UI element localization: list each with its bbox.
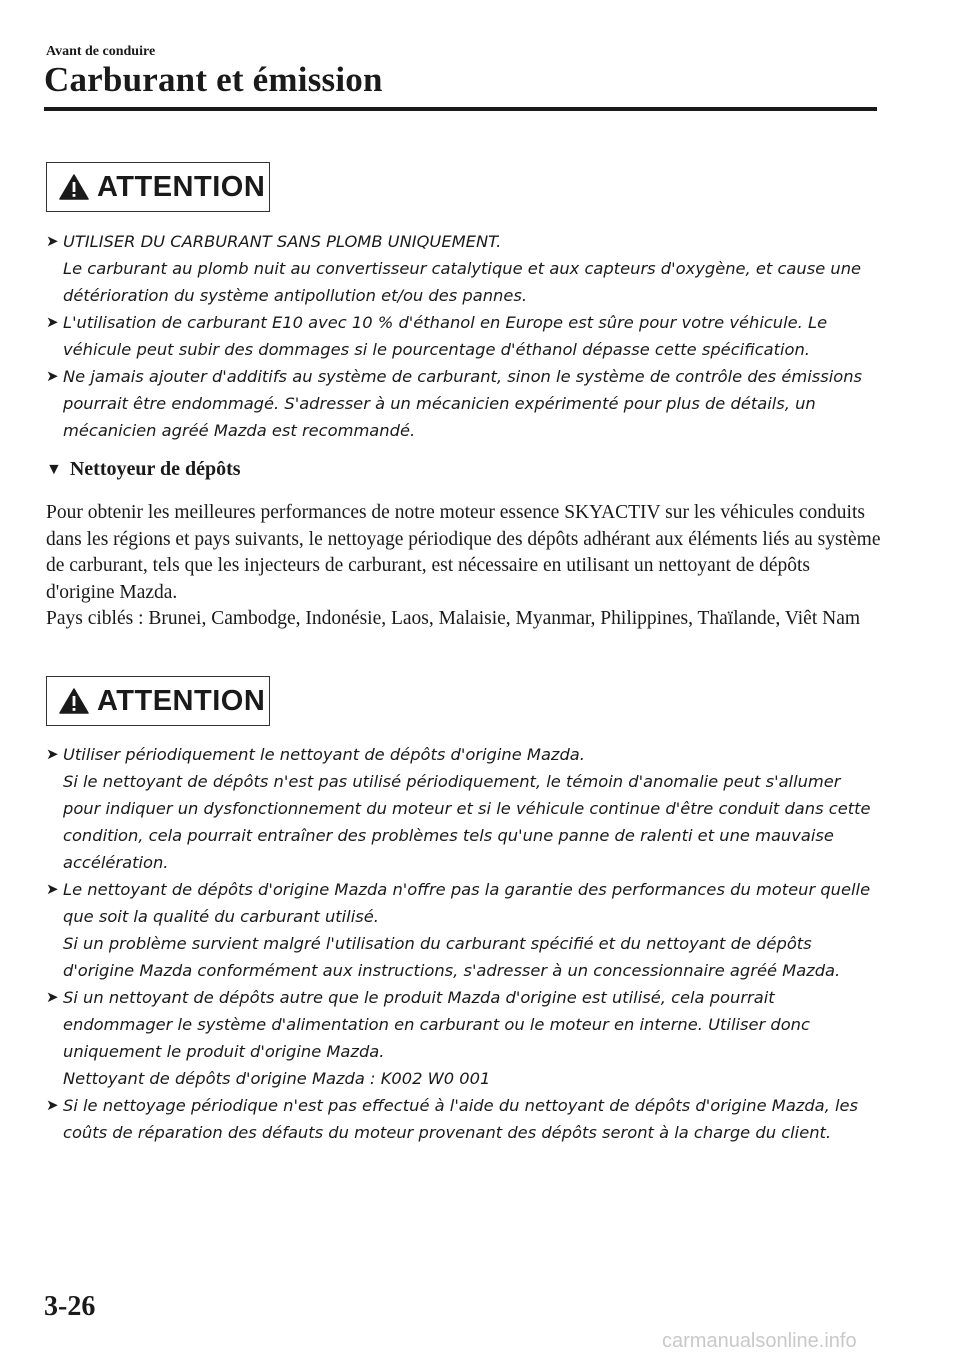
attention-list-2 xyxy=(46,741,882,1146)
paragraph: Pays ciblés : Brunei, Cambodge, Indonésie, Laos, Malaisie, Myanmar, Philippines, Thaïlande, Viêt Nam xyxy=(46,608,861,630)
arrow-bullet-icon: ➤ xyxy=(46,745,59,763)
arrow-bullet-icon: ➤ xyxy=(46,988,59,1006)
title-divider xyxy=(44,107,877,111)
section-label: Avant de conduire xyxy=(46,44,156,59)
attention-label: ATTENTION xyxy=(97,684,266,717)
warning-icon xyxy=(59,688,89,714)
paragraph: Pour obtenir les meilleures performances de notre moteur essence SKYACTIV sur les véhicules conduits dans les régions et pays suivants, le nettoyage périodique des dépôts adhérant aux éléments liés au système de carburant, tels que les injecteurs de carburant, est nécessaire en utilisant un nettoyant de dépôts d'origine Mazda. xyxy=(46,502,881,603)
page-title: Carburant et émission xyxy=(44,60,383,99)
list-item: ➤ Le nettoyant de dépôts d'origine Mazda n'offre pas la garantie des performances du moteur quelle que soit la qualité du carburant utilisé. Si un problème survient malgré l'utilisation du carburant spécifié et du nettoyant de dépôts d'origine Mazda conformément aux instructions, s'adresser à un concessionnaire agréé Mazda. xyxy=(46,876,882,984)
attention-box-2 xyxy=(46,676,270,726)
list-item: ➤ Utiliser périodiquement le nettoyant de dépôts d'origine Mazda. Si le nettoyant de dépôts n'est pas utilisé périodiquement, le témoin d'anomalie peut s'allumer pour indiquer un dysfonctionnement du moteur et si le véhicule continue d'être conduit dans cette condition, cela pourrait entraîner des problèmes tels qu'une panne de ralenti et une mauvaise accélération. xyxy=(46,741,882,876)
section-heading: ▼ Nettoyeur de dépôts xyxy=(46,458,241,480)
arrow-bullet-icon: ➤ xyxy=(46,313,59,331)
watermark: carmanualsonline.info xyxy=(662,1330,857,1352)
arrow-bullet-icon: ➤ xyxy=(46,232,59,250)
list-item: ➤ Si le nettoyage périodique n'est pas effectué à l'aide du nettoyant de dépôts d'origine Mazda, les coûts de réparation des défauts du moteur provenant des dépôts seront à la charge du client. xyxy=(46,1092,882,1146)
list-item: ➤ UTILISER DU CARBURANT SANS PLOMB UNIQUEMENT. Le carburant au plomb nuit au convertisseur catalytique et aux capteurs d'oxygène, et cause une détérioration du système antipollution et/ou des pannes. xyxy=(46,228,882,309)
attention-list-1 xyxy=(46,228,882,444)
attention-box-1 xyxy=(46,162,270,212)
warning-icon xyxy=(59,174,89,200)
list-item: ➤ Si un nettoyant de dépôts autre que le produit Mazda d'origine est utilisé, cela pourrait endommager le système d'alimentation en carburant ou le moteur en interne. Utiliser donc uniquement le produit d'origine Mazda. Nettoyant de dépôts d'origine Mazda : K002 W0 001 xyxy=(46,984,882,1092)
list-item: ➤ Ne jamais ajouter d'additifs au système de carburant, sinon le système de contrôle des émissions pourrait être endommagé. S'adresser à un mécanicien expérimenté pour plus de détails, un mécanicien agréé Mazda est recommandé. xyxy=(46,363,882,444)
list-item: ➤ L'utilisation de carburant E10 avec 10 % d'éthanol en Europe est sûre pour votre véhicule. Le véhicule peut subir des dommages si le pourcentage d'éthanol dépasse cette spécification. xyxy=(46,309,882,363)
arrow-bullet-icon: ➤ xyxy=(46,880,59,898)
body-text xyxy=(46,500,882,633)
arrow-bullet-icon: ➤ xyxy=(46,367,59,385)
triangle-down-icon: ▼ xyxy=(46,460,62,478)
arrow-bullet-icon: ➤ xyxy=(46,1096,59,1114)
page-number: 3-26 xyxy=(44,1291,96,1322)
attention-label: ATTENTION xyxy=(97,170,266,203)
